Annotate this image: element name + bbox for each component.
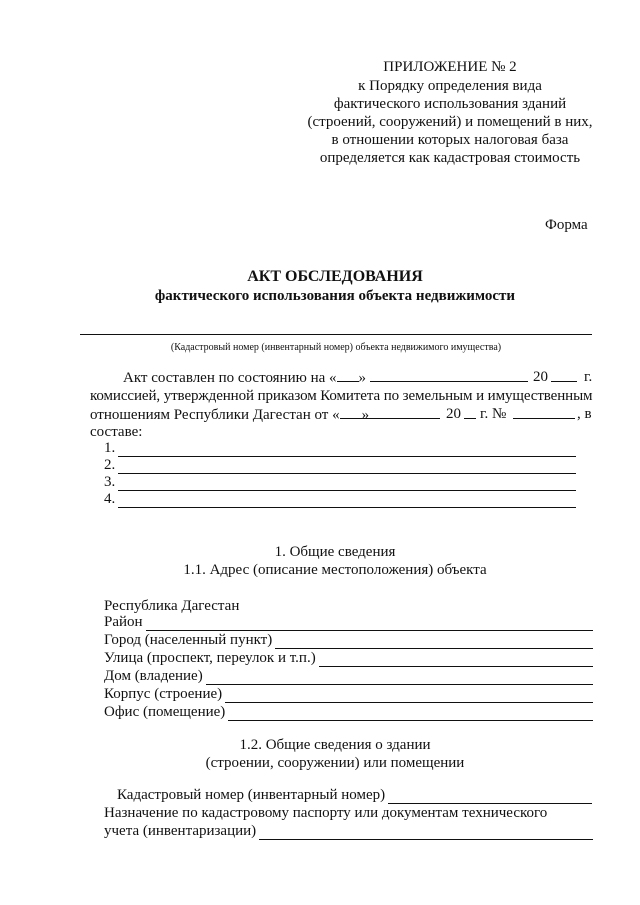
appendix-line: (строений, сооружений) и помещений в них, (307, 114, 593, 130)
act-line-4: составе: (90, 424, 143, 440)
order-year-field[interactable] (464, 418, 476, 419)
act-line-1 (123, 368, 366, 387)
member-field[interactable] (104, 439, 576, 457)
act-line-3-suffix: , в (577, 406, 592, 422)
appendix-line: фактического использования зданий (333, 96, 567, 112)
house-field[interactable] (104, 667, 593, 685)
act-order-prefix: отношениям Республики Дагестан от « (90, 407, 340, 423)
document-title: АКТ ОБСЛЕДОВАНИЯ (247, 268, 423, 285)
order-month-field[interactable] (362, 418, 440, 419)
purpose-field[interactable] (104, 822, 593, 840)
member-field[interactable] (104, 473, 576, 491)
member-number: 4. (104, 491, 116, 507)
section12-title: 1.2. Общие сведения о здании (239, 737, 431, 753)
order-number-label: г. № (480, 406, 507, 422)
order-year-prefix: 20 (446, 406, 461, 422)
act-year-field[interactable] (551, 381, 577, 382)
act-month-field[interactable] (370, 381, 528, 382)
appendix-block (300, 58, 600, 167)
member-field[interactable] (104, 456, 576, 474)
cadastral-number-line[interactable] (80, 334, 592, 335)
region-label: Республика Дагестан (104, 598, 240, 614)
appendix-line: определяется как кадастровая стоимость (319, 150, 581, 166)
member-number: 2. (104, 457, 116, 473)
building-cadastral-field[interactable] (117, 786, 592, 804)
act-date-prefix: Акт составлен по состоянию на « (123, 370, 337, 386)
field-label: Район (104, 614, 143, 630)
cadastral-caption: (Кадастровый номер (инвентарный номер) объекта недвижимого имущества) (170, 342, 502, 353)
appendix-line: в отношении которых налоговая база (331, 132, 569, 148)
field-label: Город (населенный пункт) (104, 632, 273, 648)
member-field[interactable] (104, 490, 576, 508)
section12-subtitle: (строении, сооружении) или помещении (205, 755, 465, 771)
field-label: Кадастровый номер (инвентарный номер) (117, 787, 386, 803)
office-field[interactable] (104, 703, 593, 721)
section1-subtitle: 1.1. Адрес (описание местоположения) объекта (183, 562, 487, 578)
field-label: Дом (владение) (104, 668, 203, 684)
act-year-prefix: 20 (533, 369, 548, 385)
section1-title: 1. Общие сведения (274, 544, 396, 560)
field-label: Офис (помещение) (104, 704, 226, 720)
city-field[interactable] (104, 631, 593, 649)
district-field[interactable] (104, 613, 593, 631)
order-number-field[interactable] (513, 418, 575, 419)
member-number: 1. (104, 440, 116, 456)
form-label: Форма (545, 217, 588, 233)
document-subtitle: фактического использования объекта недвижимости (154, 288, 516, 304)
member-number: 3. (104, 474, 116, 490)
street-field[interactable] (104, 649, 593, 667)
building-field[interactable] (104, 685, 593, 703)
field-label: учета (инвентаризации) (104, 823, 257, 839)
act-line-2: комиссией, утвержденной приказом Комитета по земельным и имущественным (90, 388, 593, 404)
field-label: Корпус (строение) (104, 686, 223, 702)
purpose-label-line1: Назначение по кадастровому паспорту или документам технического (104, 805, 548, 821)
appendix-title: ПРИЛОЖЕНИЕ № 2 (383, 59, 517, 75)
act-date-quote: » (358, 370, 367, 386)
field-label: Улица (проспект, переулок и т.п.) (104, 650, 316, 666)
order-day-field[interactable] (340, 405, 362, 419)
act-year-suffix: г. (584, 369, 593, 385)
act-line-3 (90, 405, 369, 424)
act-order-quote: » (361, 407, 370, 423)
appendix-line: к Порядку определения вида (358, 78, 542, 94)
act-day-field[interactable] (337, 368, 359, 382)
